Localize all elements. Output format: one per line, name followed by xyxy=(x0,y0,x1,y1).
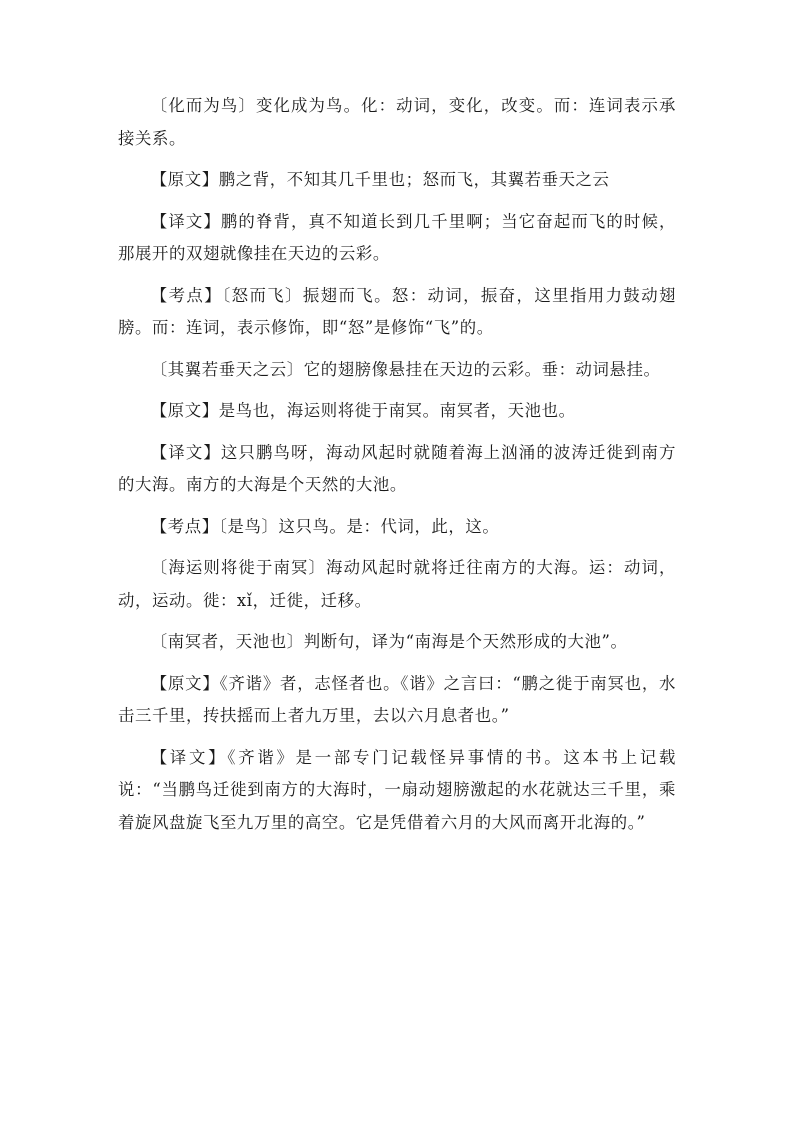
paragraph-3: 【译文】鹏的脊背，真不知道长到几千里啊；当它奋起而飞的时候，那展开的双翅就像挂在天边的云彩。 xyxy=(118,211,676,263)
paragraph-11: 【原文】《齐谐》者，志怪者也。《谐》之言曰：“鹏之徙于南冥也，水击三千里，抟扶摇而上者九万里，去以六月息者也。” xyxy=(118,673,676,725)
paragraph-8: 【考点】〔是鸟〕这只鸟。是：代词，此，这。 xyxy=(150,516,500,536)
paragraph-12: 【译文】《齐谐》是一部专门记载怪异事情的书。这本书上记载说：“当鹏鸟迁徙到南方的大海时，一扇动翅膀激起的水花就达三千里，乘着旋风盘旋飞至九万里的高空。它是凭借着六月的大风而离开北海的。” xyxy=(118,747,676,832)
text-body xyxy=(118,90,676,848)
paragraph-4: 【考点】〔怒而飞〕振翅而飞。怒：动词，振奋，这里指用力鼓动翅膀。而：连词，表示修饰，即“怒”是修饰“飞”的。 xyxy=(118,285,676,337)
paragraph-6: 【原文】是鸟也，海运则将徙于南冥。南冥者，天池也。 xyxy=(150,401,576,420)
paragraph-10: 〔南冥者，天池也〕判断句，译为“南海是个天然形成的大池”。 xyxy=(150,632,628,651)
paragraph-9: 〔海运则将徙于南冥〕海动风起时就将迁往南方的大海。运：动词，动，运动。徙：xǐ，迁徙，迁移。 xyxy=(118,558,676,610)
paragraph-1: 〔化而为鸟〕变化成为鸟。化：动词，变化，改变。而：连词表示承接关系。 xyxy=(118,96,676,148)
paragraph-5: 〔其翼若垂天之云〕它的翅膀像悬挂在天边的云彩。垂：动词悬挂。 xyxy=(150,359,661,379)
paragraph-7: 【译文】这只鹏鸟呀，海动风起时就随着海上汹涌的波涛迁徙到南方的大海。南方的大海是个天然的大池。 xyxy=(118,442,676,494)
paragraph-2: 【原文】鹏之背，不知其几千里也；怒而飞，其翼若垂天之云 xyxy=(150,170,610,189)
